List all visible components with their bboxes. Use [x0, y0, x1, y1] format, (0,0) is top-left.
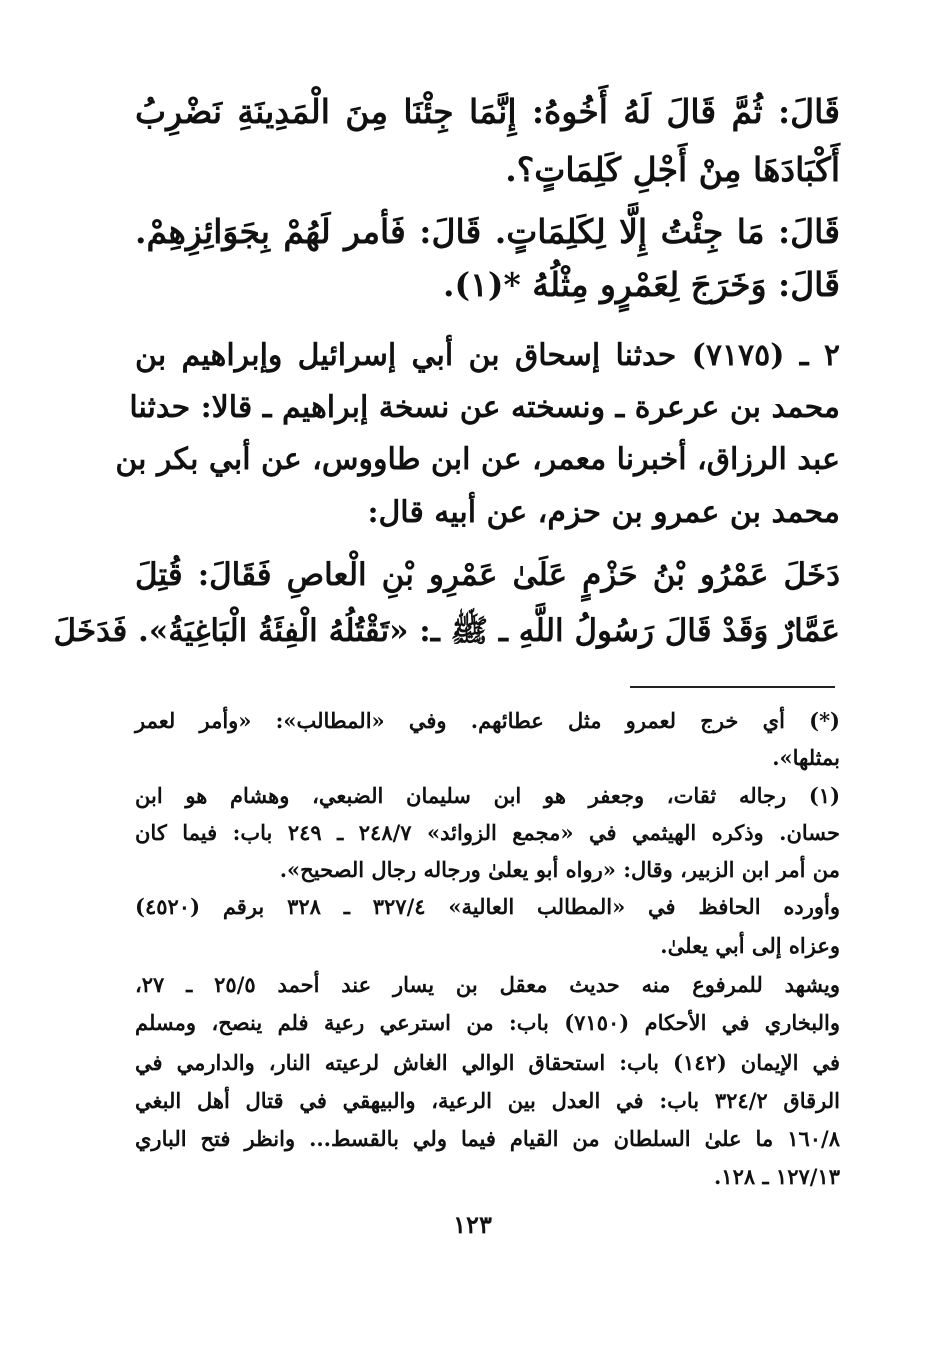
hadith-line: ٢ ـ (٧١٧٥) حدثنا إسحاق بن أبي إسرائيل وإبراهيم بن — [135, 338, 840, 373]
page-number: ١٢٣ — [453, 1210, 492, 1239]
hadith-line: محمد بن عمرو بن حزم، عن أبيه قال: — [367, 495, 840, 530]
footnote-line: في الإيمان (١٤٢) باب: استحقاق الوالي الغاش لرعيته النار، والدارمي في — [135, 1050, 841, 1075]
footnote-line: وأورده الحافظ في «المطالب العالية» ٣٢٧/٤ ـ ٣٢٨ برقم (٤٥٢٠) — [135, 894, 840, 919]
footnote-line: الرقاق ٣٢٤/٢ باب: في العدل بين الرعية، والبيهقي في قتال أهل البغي — [135, 1088, 840, 1113]
footnote-line: والبخاري في الأحكام (٧١٥٠) باب: من استرعي رعية فلم ينصح، ومسلم — [135, 1010, 840, 1035]
footnote-line: ١٢٧/١٣ ـ ١٢٨. — [713, 1164, 840, 1189]
footnote-line: ويشهد للمرفوع منه حديث معقل بن يسار عند أحمد ٢٥/٥ ـ ٢٧، — [135, 972, 840, 997]
poem-line: قَالَ: وَخَرَجَ لِعَمْرٍو مِثْلُهُ *(١). — [443, 265, 840, 304]
poem-line: أَكْبَادَهَا مِنْ أَجْلِ كَلِمَاتٍ؟. — [505, 150, 840, 189]
footnote-line: من أمر ابن الزبير، وقال: «رواه أبو يعلىٰ ورجاله رجال الصحيح». — [279, 857, 840, 882]
footnote-line: (*) أي خرج لعمرو مثل عطائهم. وفي «المطالب»: «وأمر لعمر — [135, 708, 840, 733]
footnote-line: بمثلها». — [772, 745, 840, 770]
footnote-line: ١٦٠/٨ ما علىٰ السلطان من القيام فيما ولي بالقسط... وانظر فتح الباري — [135, 1126, 840, 1151]
footnote-line: (١) رجاله ثقات، وجعفر هو ابن سليمان الضبعي، وهشام هو ابن — [135, 783, 840, 808]
footnote-line: وعزاه إلى أبي يعلىٰ. — [660, 933, 840, 958]
poem-line: قَالَ: مَا جِئْتُ إِلَّا لِكَلِمَاتٍ. قَالَ: فَأمر لَهُمْ بِجَوَائِزِهِمْ. — [135, 212, 840, 251]
matn-line: دَخَلَ عَمْرُو بْنُ حَزْمٍ عَلَىٰ عَمْرِو بْنِ الْعاصِ فَقَالَ: قُتِلَ — [135, 557, 840, 593]
footnote-separator — [630, 686, 835, 688]
footnote-line: حسان. وذكره الهيثمي في «مجمع الزوائد» ٢٤٨/٧ ـ ٢٤٩ باب: فيما كان — [135, 820, 840, 845]
hadith-line: عبد الرزاق، أخبرنا معمر، عن ابن طاووس، عن أبي بكر بن — [115, 442, 840, 477]
hadith-line: محمد بن عرعرة ـ ونسخته عن نسخة إبراهيم ـ قالا: حدثنا — [129, 390, 840, 425]
matn-line: عَمَّارٌ وَقَدْ قَالَ رَسُولُ اللَّهِ ـ ﷺ ـ: «تَقْتُلُهُ الْفِئَةُ الْبَاغِيَةُ». فَدَخَلَ — [53, 613, 840, 649]
poem-line: قَالَ: ثُمَّ قَالَ لَهُ أَخُوهُ: إِنَّمَا جِئْنَا مِنَ الْمَدِينَةِ نَضْرِبُ — [135, 92, 840, 131]
